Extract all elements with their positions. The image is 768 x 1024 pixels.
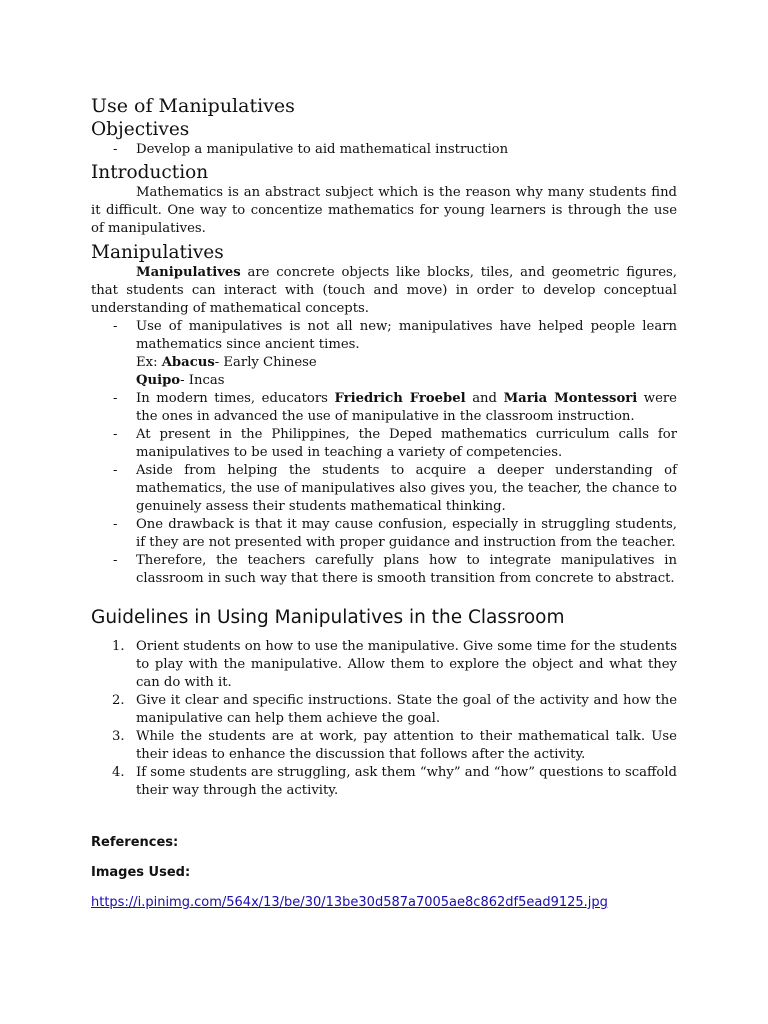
manipulatives-term: Manipulatives <box>136 265 241 280</box>
document-page <box>91 94 677 912</box>
images-used-label: Images Used: <box>91 865 191 880</box>
example-abacus-origin: - Early Chinese <box>214 355 317 370</box>
objectives-item <box>91 141 677 159</box>
list-item-text: One drawback is that it may cause confusion, especially in struggling students, if they are not presented with proper guidance and instruction from the teacher. <box>136 517 677 550</box>
list-item-text: Orient students on how to use the manipulative. Give some time for the students to play with the manipulative. Allow them to explore the object and what they can do with it. <box>136 639 677 690</box>
bullet-dash: - <box>113 391 118 406</box>
list-item <box>91 764 677 800</box>
introduction-heading: Introduction <box>91 162 209 183</box>
bullet-dash: - <box>113 319 118 334</box>
item-number: 2. <box>112 693 125 708</box>
list-item-text: If some students are struggling, ask them “why” and “how” questions to scaffold their way through the activity. <box>136 765 677 798</box>
educator-froebel: Friedrich Froebel <box>334 391 466 406</box>
objectives-list <box>91 141 677 159</box>
example-prefix: Ex: <box>136 355 162 370</box>
list-item <box>91 692 677 728</box>
guidelines-list <box>91 638 677 800</box>
list-item <box>91 318 677 390</box>
manipulatives-definition: are concrete objects like blocks, tiles, and geometric figures, that students can interact with (touch and move) in order to develop conceptual understanding of mathematical concepts. <box>91 265 677 316</box>
list-item-text: Aside from helping the students to acquire a deeper understanding of mathematics, the use of manipulatives also gives you, the teacher, the chance to genuinely assess their students mathematical thinking. <box>136 463 677 514</box>
bullet-dash: - <box>113 517 118 532</box>
educator-montessori: Maria Montessori <box>503 391 638 406</box>
example-abacus: Abacus <box>161 355 215 370</box>
list-item <box>91 426 677 462</box>
example-quipo-origin: - Incas <box>180 373 225 388</box>
manipulatives-paragraph <box>91 264 677 318</box>
manipulatives-heading: Manipulatives <box>91 242 224 263</box>
introduction-paragraph: Mathematics is an abstract subject which is the reason why many students find it difficult. One way to concentize mathematics for young learners is through the use of manipulatives. <box>91 185 677 236</box>
list-item-text: Use of manipulatives is not all new; manipulatives have helped people learn mathematics since ancient times. <box>136 319 677 352</box>
list-item-text: Give it clear and specific instructions. State the goal of the activity and how the manipulative can help them achieve the goal. <box>136 693 677 726</box>
objectives-item-text: Develop a manipulative to aid mathematical instruction <box>136 142 509 157</box>
bullet-dash: - <box>113 427 118 442</box>
guidelines-heading: Guidelines in Using Manipulatives in the Classroom <box>91 607 565 628</box>
list-item <box>91 462 677 516</box>
list-item-text: were the ones in advanced the use of manipulative in the classroom instruction. <box>136 391 677 424</box>
objectives-heading: Objectives <box>91 119 190 140</box>
list-item <box>91 552 677 588</box>
list-item-text: At present in the Philippines, the Deped mathematics curriculum calls for manipulatives to be used in teaching a variety of competencies. <box>136 427 677 460</box>
list-item <box>91 516 677 552</box>
bullet-dash: - <box>113 553 118 568</box>
item-number: 3. <box>112 729 125 744</box>
bullet-dash: - <box>113 463 118 478</box>
image-source-link[interactable]: https://i.pinimg.com/564x/13/be/30/13be30d587a7005ae8c862df5ead9125.jpg <box>91 895 608 910</box>
item-number: 1. <box>112 639 125 654</box>
list-item-text: Therefore, the teachers carefully plans how to integrate manipulatives in classroom in such way that there is smooth transition from concrete to abstract. <box>136 553 677 586</box>
list-item-text: In modern times, educators <box>136 391 335 406</box>
list-item <box>91 390 677 426</box>
list-item-text: While the students are at work, pay attention to their mathematical talk. Use their ideas to enhance the discussion that follows after the activity. <box>136 729 677 762</box>
list-item <box>91 638 677 692</box>
document-title: Use of Manipulatives <box>91 95 295 117</box>
bullet-dash: - <box>113 142 118 157</box>
list-item-text: and <box>465 391 504 406</box>
example-quipo: Quipo <box>136 373 181 388</box>
manipulatives-list <box>91 318 677 588</box>
references-label: References: <box>91 835 179 850</box>
item-number: 4. <box>112 765 125 780</box>
list-item <box>91 728 677 764</box>
